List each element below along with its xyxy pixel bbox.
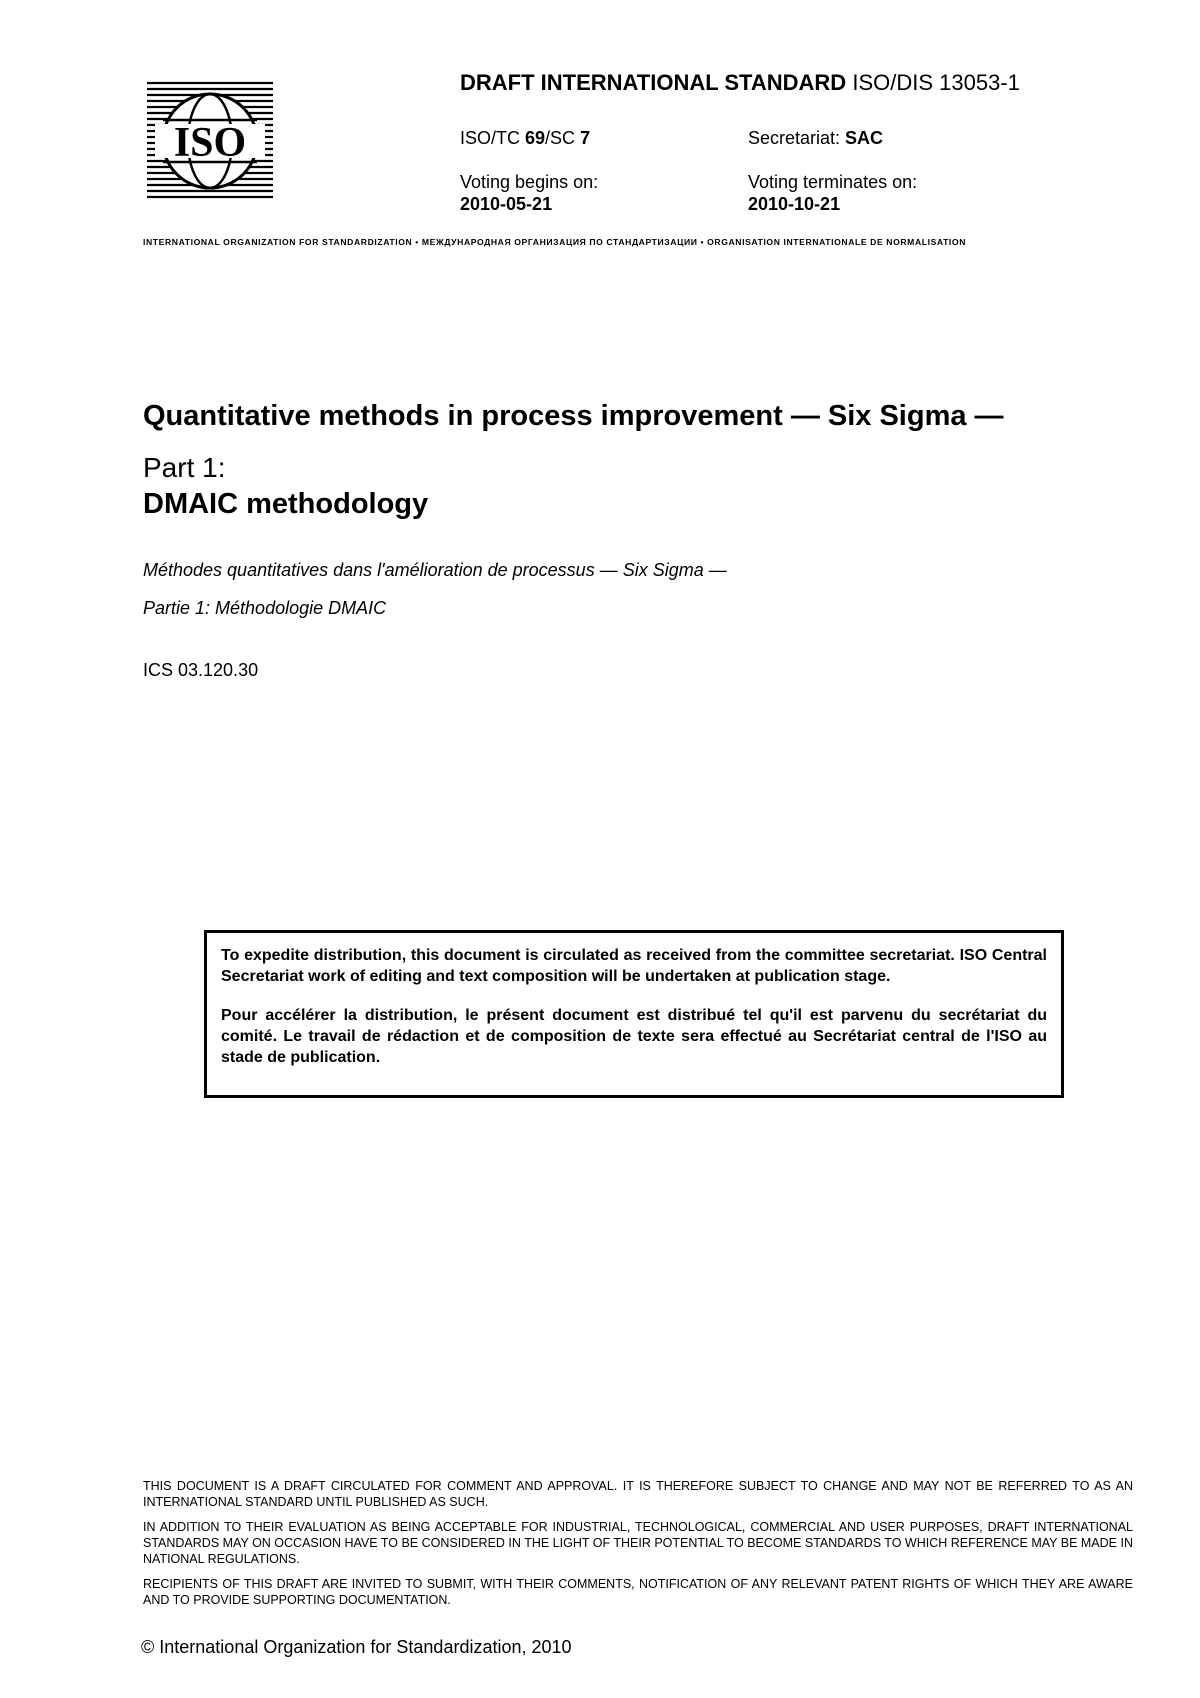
doc-type: DRAFT INTERNATIONAL STANDARD xyxy=(460,70,847,95)
french-title: Méthodes quantitatives dans l'amélioration de processus — Six Sigma — xyxy=(143,560,727,580)
main-title: Quantitative methods in process improvement — Six Sigma — xyxy=(143,400,1004,432)
distribution-notice-box xyxy=(204,930,1064,1098)
voting-begins-date: 2010-05-21 xyxy=(460,194,553,214)
document-type-heading xyxy=(460,70,1020,96)
voting-terminates xyxy=(748,171,917,215)
notice-english: To expedite distribution, this document is circulated as received from the committee secretariat. ISO Central Secretariat work of editing and text composition will be undertaken at publication stage. xyxy=(221,947,1047,985)
voting-begins-label: Voting begins on: xyxy=(460,172,599,192)
part-label: Part 1: xyxy=(143,452,226,483)
voting-terminates-date: 2010-10-21 xyxy=(748,194,841,214)
committee: ISO/TC 69/SC 7 xyxy=(460,128,591,148)
voting-begins xyxy=(460,171,598,215)
disclaimer-1: THIS DOCUMENT IS A DRAFT CIRCULATED FOR COMMENT AND APPROVAL. IT IS THEREFORE SUBJECT TO CHANGE AND MAY NOT BE REFERRED TO AS AN INTERNATIONAL STANDARD UNTIL PUBLISHED AS SUCH. xyxy=(143,1479,1133,1509)
iso-logo-text: ISO xyxy=(173,120,247,166)
copyright-notice: © International Organization for Standardization, 2010 xyxy=(141,1637,572,1657)
organization-names-line: INTERNATIONAL ORGANIZATION FOR STANDARDIZATION • МЕЖДУНАРОДНАЯ ОРГАНИЗАЦИЯ ПО СТАНДАРТИЗАЦИИ • ORGANISATION INTERNATIONALE DE NORMALISATION xyxy=(143,237,967,247)
iso-logo xyxy=(147,80,273,202)
ics-code: ICS 03.120.30 xyxy=(143,660,259,680)
part-title: DMAIC methodology xyxy=(143,488,429,520)
doc-number: ISO/DIS 13053-1 xyxy=(852,70,1020,95)
notice-french: Pour accélérer la distribution, le présent document est distribué tel qu'il est parvenu du secrétariat du comité. Le travail de rédaction et de composition de texte sera effectué au Secrétariat central de l'ISO au stade de publication. xyxy=(221,1007,1047,1066)
secretariat: Secretariat: SAC xyxy=(748,128,884,148)
disclaimer-3: RECIPIENTS OF THIS DRAFT ARE INVITED TO SUBMIT, WITH THEIR COMMENTS, NOTIFICATION OF ANY RELEVANT PATENT RIGHTS OF WHICH THEY ARE AWARE AND TO PROVIDE SUPPORTING DOCUMENTATION. xyxy=(143,1577,1133,1607)
french-part-title: Partie 1: Méthodologie DMAIC xyxy=(143,598,387,618)
voting-terminates-label: Voting terminates on: xyxy=(748,172,918,192)
disclaimer-2: IN ADDITION TO THEIR EVALUATION AS BEING ACCEPTABLE FOR INDUSTRIAL, TECHNOLOGICAL, COMMERCIAL AND USER PURPOSES, DRAFT INTERNATIONAL STANDARDS MAY ON OCCASION HAVE TO BE CONSIDERED IN THE LIGHT OF THEIR POTENTIAL TO BECOME STANDARDS TO WHICH REFERENCE MAY BE MADE IN NATIONAL REGULATIONS. xyxy=(143,1520,1133,1566)
